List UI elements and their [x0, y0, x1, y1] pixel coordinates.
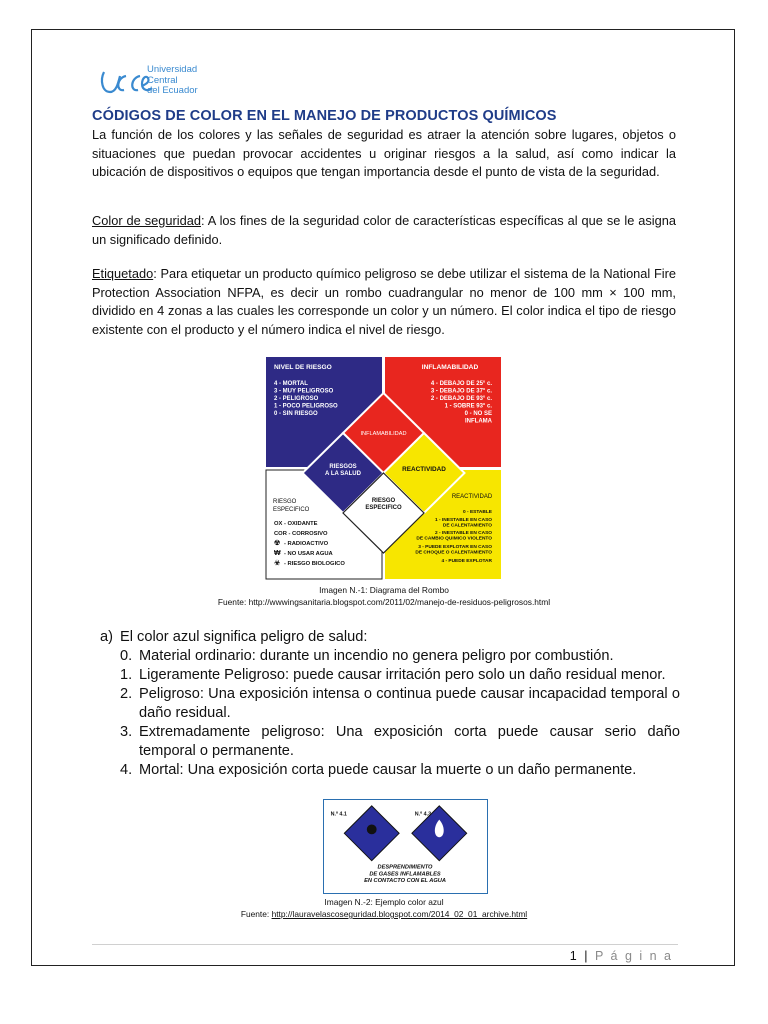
react-item: 4 - PUEDE EXPLOTAR: [441, 559, 492, 564]
nfpa-diamond-diagram: [264, 355, 503, 581]
list-item-marker: 3.: [120, 724, 133, 740]
especifico-item: - RADIOACTIVO: [284, 541, 329, 547]
figure2-caption: Imagen N.-2: Ejemplo color azul: [324, 897, 444, 907]
list-heading-marker: a): [100, 629, 113, 645]
list-item-marker: 2.: [120, 686, 133, 702]
inflam-item: INFLAMA: [465, 418, 492, 425]
biohazard-icon: ☣: [274, 560, 281, 567]
list-item-text: Extremadamente peligroso: Una exposición corta puede causar serio daño temporal o permanente.: [139, 724, 680, 759]
especifico-item: OX - OXIDANTE: [274, 521, 318, 527]
react-item: DE CAMBIO QUIMICO VIOLENTO: [416, 536, 492, 542]
footer-separator: |: [584, 949, 590, 963]
list-item: [100, 685, 680, 723]
university-name: [147, 65, 198, 97]
logo-line-2: Central: [147, 74, 178, 86]
label-left: N.º 4.1: [330, 811, 347, 818]
inflam-title: INFLAMABILIDAD: [421, 364, 479, 371]
document-title: CÓDIGOS DE COLOR EN EL MANEJO DE PRODUCTOS QUÍMICOS: [92, 108, 557, 124]
react-title: REACTIVIDAD: [451, 494, 493, 500]
etiquetado-paragraph: [92, 265, 676, 339]
list-item-text: Ligeramente Peligroso: puede causar irritación pero solo un daño residual menor.: [139, 667, 666, 683]
inflam-item: 0 - NO SE: [464, 411, 492, 417]
page-number: 1: [569, 949, 579, 963]
figure1-source: Fuente: http://wwwingsanitaria.blogspot.com/2011/02/manejo-de-residuos-peligrosos.html: [217, 597, 551, 607]
bomb-icon: [367, 824, 377, 834]
center-bottom-label-2: ESPECIFICO: [365, 505, 402, 511]
nivel-item: 1 - POCO PELIGROSO: [274, 403, 338, 410]
list-item: [100, 647, 680, 666]
figure2-text-2: DE GASES INFLAMABLES: [369, 871, 441, 878]
radioactive-icon: ☢: [274, 540, 281, 547]
react-item: 3 - PUEDE EXPLOTAR EN CASO: [418, 545, 492, 550]
nivel-item: 0 - SIN RIESGO: [274, 411, 318, 417]
react-item: 1 - INESTABLE EN CASO: [435, 518, 492, 523]
especifico-item: - RIESGO BIOLOGICO: [284, 561, 345, 567]
center-right-label: REACTIVIDAD: [402, 466, 446, 473]
logo-line-1: Universidad: [147, 64, 198, 75]
especifico-title-1: RIESGO: [273, 499, 297, 505]
color-seguridad-term: Color de seguridad: [92, 213, 201, 228]
inflam-item: 3 - DEBAJO DE 37° c.: [430, 388, 492, 395]
list-heading-text: El color azul significa peligro de salud:: [120, 629, 368, 645]
etiquetado-term: Etiquetado: [92, 266, 154, 281]
list-item-text: Peligroso: Una exposición intensa o continua puede causar incapacidad temporal o daño residual.: [139, 686, 680, 721]
list-item-marker: 4.: [120, 762, 133, 778]
list-item-marker: 0.: [120, 648, 133, 664]
especifico-title-2: ESPECIFICO: [273, 507, 310, 513]
center-left-label-1: RIESGOS: [329, 464, 357, 470]
figure1-caption: Imagen N.-1: Diagrama del Rombo: [319, 585, 449, 595]
figure2-source-prefix: Fuente:: [240, 909, 272, 919]
figure2-source: [92, 908, 676, 920]
list-heading: [100, 628, 680, 647]
blue-hazard-labels: [323, 799, 488, 894]
list-item-marker: 1.: [120, 667, 133, 683]
list-item: [100, 761, 680, 780]
no-water-icon: ₩: [274, 550, 281, 557]
page-footer: [570, 949, 673, 963]
figure2-text-3: EN CONTACTO CON EL AGUA: [364, 878, 446, 885]
nivel-item: 3 - MUY PELIGROSO: [274, 388, 334, 395]
inflam-item: 4 - DEBAJO DE 25° c.: [430, 381, 492, 387]
color-seguridad-text: : A los fines de la seguridad color de características específicas al que se le asigna un significado definido.: [92, 213, 676, 247]
page-word: P á g i n a: [594, 949, 673, 963]
center-top-label: INFLAMABILIDAD: [360, 431, 407, 437]
list-item: [100, 723, 680, 761]
intro-paragraph: La función de los colores y las señales de seguridad es atraer la atención sobre lugares, objetos o situaciones que puedan provocar accidentes u originar riesgos a la salud, así como indicar la ubicación de dispositivos o equipos que tengan importancia desde el punto de vista de la seguridad.: [92, 127, 676, 180]
especifico-item: - NO USAR AGUA: [284, 551, 333, 557]
figure2-text-1: DESPRENDIMIENTO: [377, 864, 433, 871]
logo-line-3: del Ecuador: [147, 85, 198, 96]
react-item: 2 - INESTABLE EN CASO: [435, 531, 492, 536]
center-bottom-label-1: RIESGO: [371, 498, 396, 504]
color-seguridad-paragraph: [92, 212, 676, 249]
figure2-source-link[interactable]: http://lauravelascoseguridad.blogspot.com/2014_02_01_archive.html: [271, 909, 528, 919]
list-item-text: Material ordinario: durante un incendio no genera peligro por combustión.: [139, 648, 614, 664]
label-right: N.º 4.3: [414, 811, 432, 818]
react-item: 0 - ESTABLE: [463, 510, 492, 515]
list-item: [100, 666, 680, 685]
nivel-item: 4 - MORTAL: [274, 381, 308, 387]
center-left-label-2: A LA SALUD: [325, 471, 361, 477]
list-item-text: Mortal: Una exposición corta puede causar la muerte o un daño permanente.: [139, 762, 637, 778]
react-item: DE CHOQUE O CALENTAMIENTO: [415, 550, 492, 556]
etiquetado-text: : Para etiquetar un producto químico peligroso se debe utilizar el sistema de la National Fire Protection Association NFPA, es decir un rombo cuadrangular no menor de 100 mm × 100 mm, dividido en 4 zonas a las cuales les corresponde un color y un número. El color indica el tipo de riesgo existente con el producto y el número indica el nivel de riesgo.: [92, 266, 676, 337]
react-item: DE CALENTAMIENTO: [442, 523, 492, 529]
nivel-item: 2 - PELIGROSO: [274, 396, 319, 402]
inflam-item: 1 - SOBRE 93° c.: [444, 403, 492, 410]
footer-divider: [92, 944, 678, 945]
nivel-title: NIVEL DE RIESGO: [274, 364, 332, 371]
health-risk-list: [100, 628, 680, 780]
especifico-item: COR - CORROSIVO: [274, 531, 328, 537]
inflam-item: 2 - DEBAJO DE 93° c.: [430, 396, 492, 402]
